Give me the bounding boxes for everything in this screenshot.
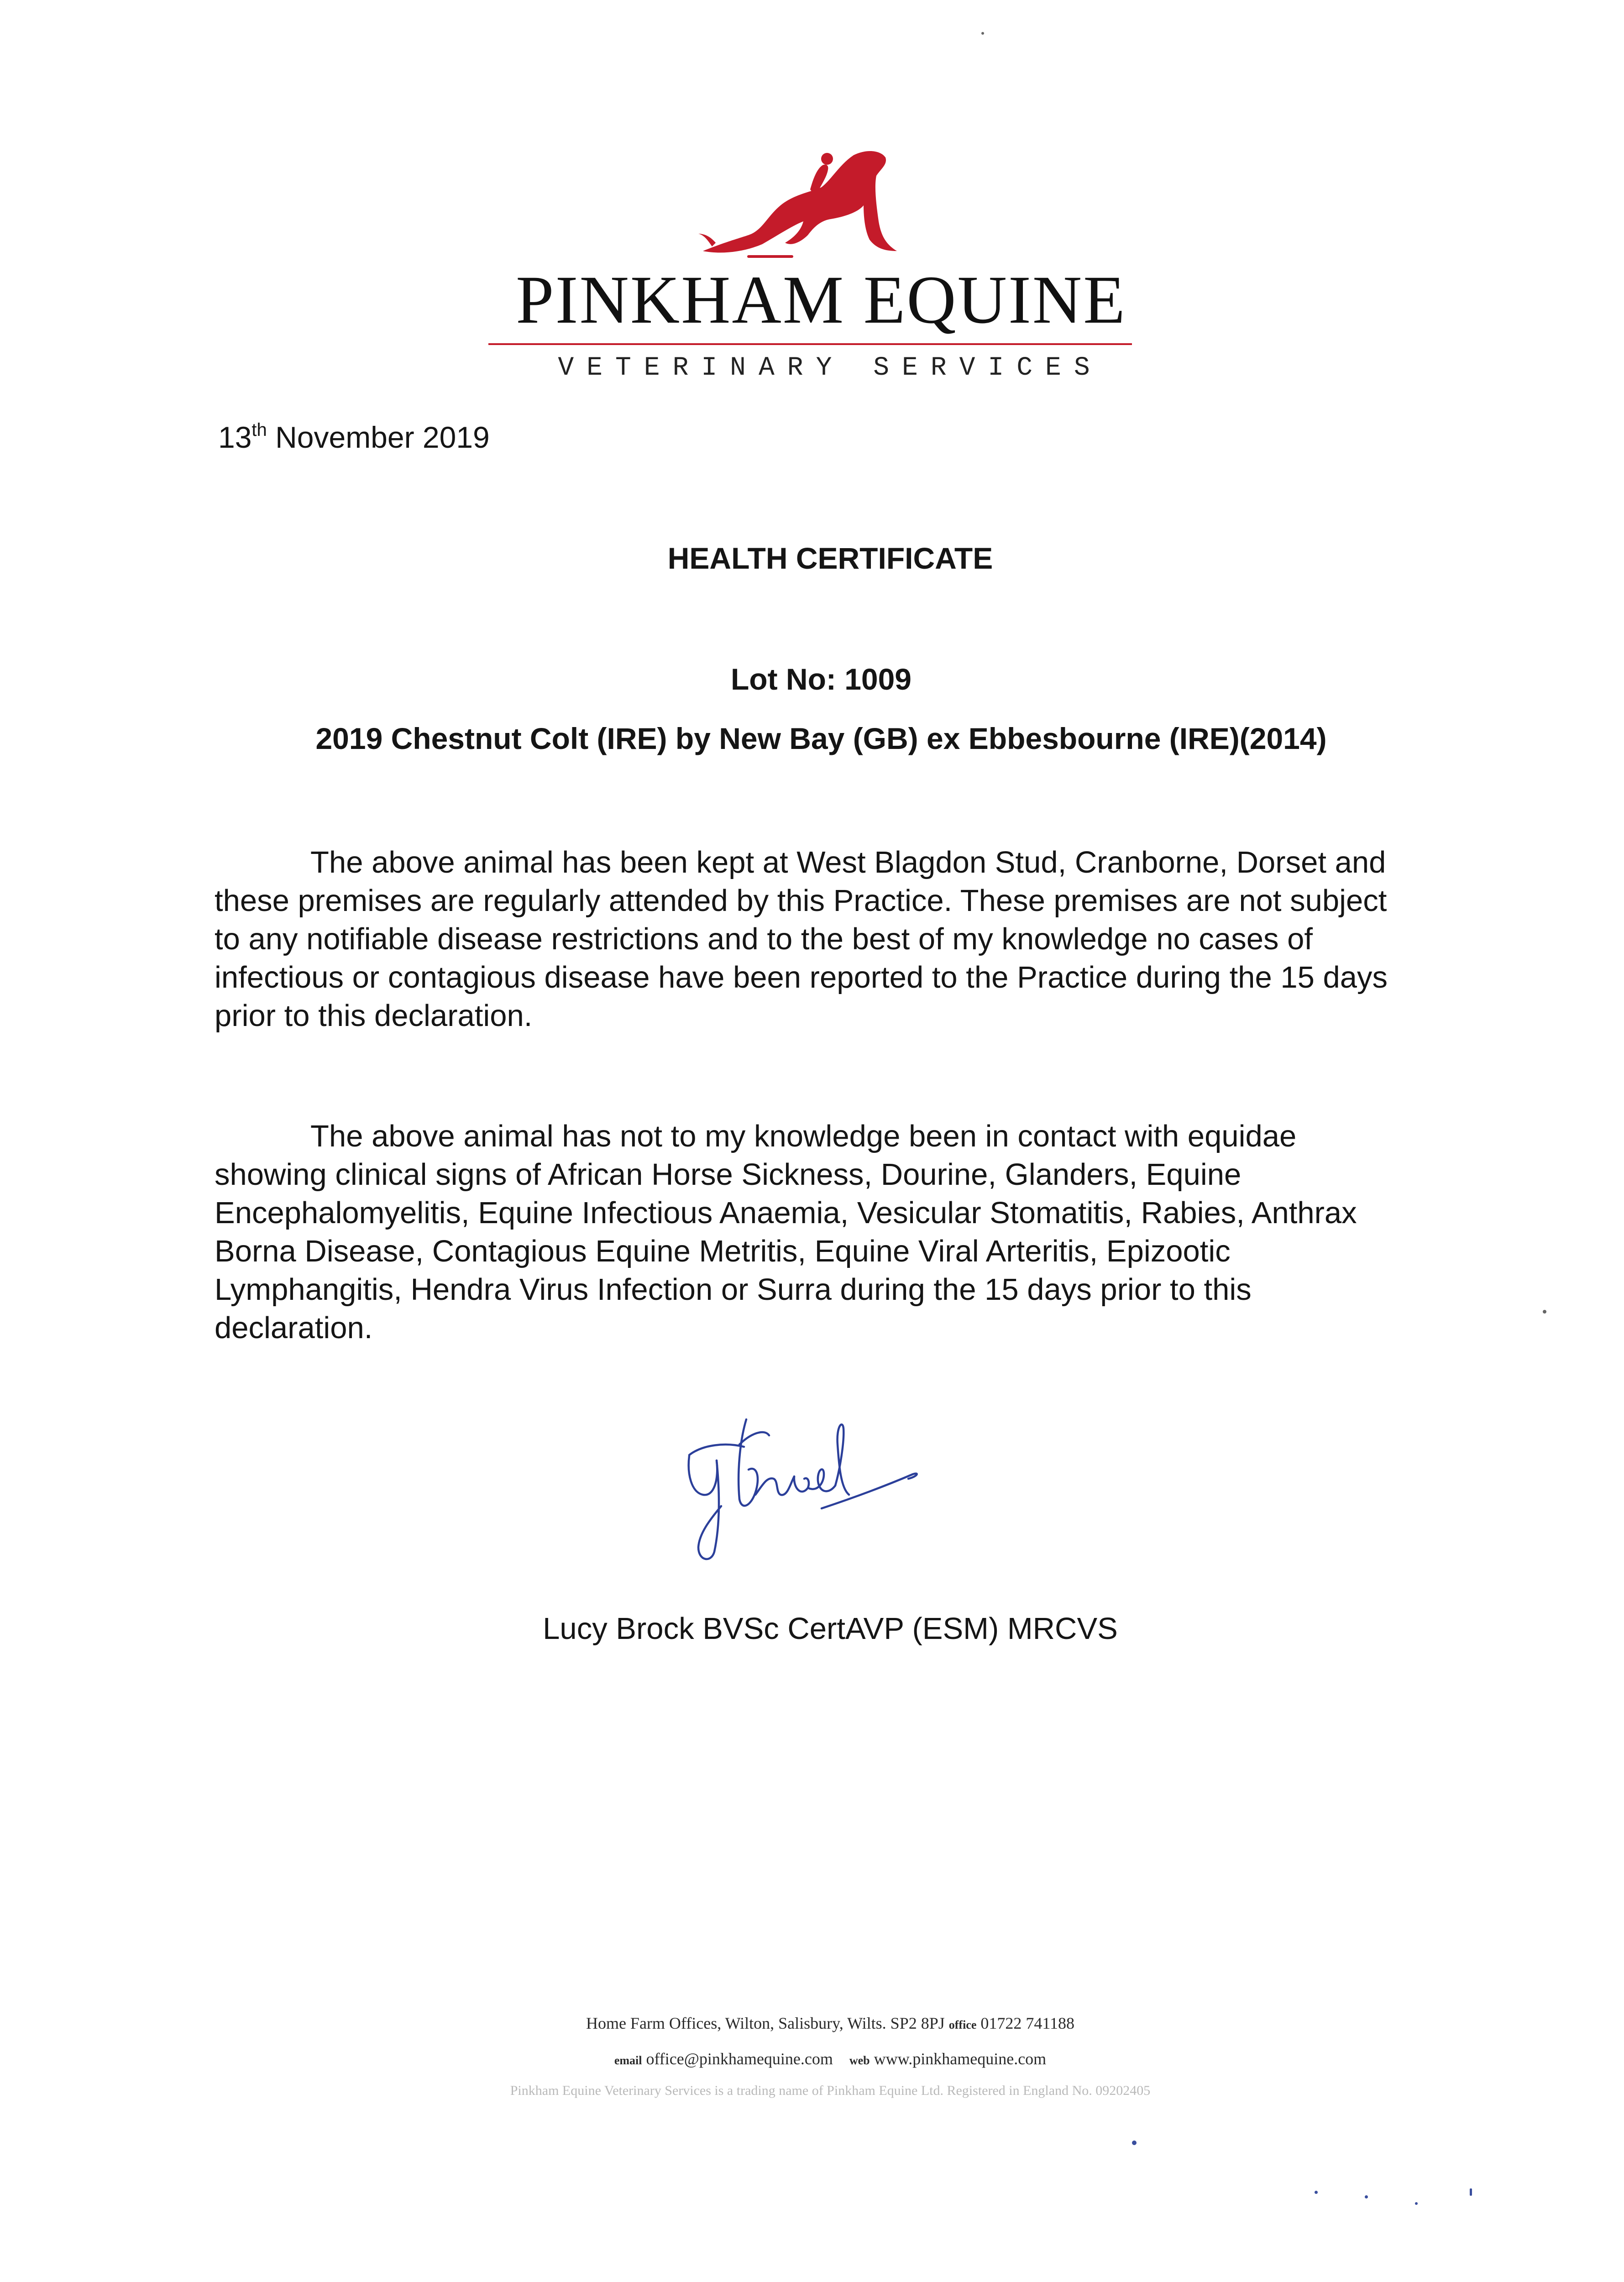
handwritten-signature xyxy=(671,1401,945,1565)
date-suffix: th xyxy=(251,420,267,440)
date-day: 13 xyxy=(218,420,252,454)
footer-address: Home Farm Offices, Wilton, Salisbury, Wilts. SP2 8PJ xyxy=(586,2014,945,2032)
footer-web-link[interactable]: www.pinkhamequine.com xyxy=(874,2050,1047,2068)
footer-contact-line xyxy=(18,2049,1624,2068)
date-rest: November 2019 xyxy=(275,420,490,454)
horse-and-rider-icon xyxy=(694,137,904,260)
company-subtitle: VETERINARY SERVICES xyxy=(558,353,1103,383)
scan-speck xyxy=(981,32,984,35)
footer-address-line xyxy=(18,2014,1624,2033)
company-name: PINKHAM EQUINE xyxy=(516,262,1126,338)
scan-speck xyxy=(1470,2188,1472,2196)
certificate-heading: HEALTH CERTIFICATE xyxy=(667,541,993,575)
footer-email-label: email xyxy=(614,2054,642,2067)
signatory-name: Lucy Brock BVSc CertAVP (ESM) MRCVS xyxy=(543,1612,1118,1646)
brand-underline xyxy=(488,343,1132,345)
declaration-paragraph-contact: The above animal has not to my knowledge been in contact with equidae showing clinical signs of African Horse Sickness, Dourine, Glanders, Equine Encephalomyelitis, Equine Infectious Anaemia, Vesicular Stomatitis, Rabies, Anthrax Borna Disease, Contagious Equine Metritis, Equine Viral Arteritis, Epizootic Lymphangitis, Hendra Virus Infection or Surra during the 15 days prior to this declaration. xyxy=(215,1119,1357,1345)
letter-date xyxy=(218,420,490,455)
footer-legal-text: Pinkham Equine Veterinary Services is a trading name of Pinkham Equine Ltd. Registered in England No. 09202405 xyxy=(510,2083,1151,2098)
scan-speck xyxy=(1365,2195,1368,2198)
footer-office-phone: 01722 741188 xyxy=(980,2014,1075,2032)
declaration-paragraph-premises: The above animal has been kept at West Blagdon Stud, Cranborne, Dorset and these premises are regularly attended by this Practice. These premises are not subject to any notifiable disease restrictions and to the best of my knowledge no cases of infectious or contagious disease have been reported to the Practice during the 15 days prior to this declaration. xyxy=(215,845,1388,1033)
footer-office-label: office xyxy=(948,2018,977,2031)
footer-email-link[interactable]: office@pinkhamequine.com xyxy=(646,2050,833,2068)
scan-speck xyxy=(1415,2202,1418,2205)
lot-number: Lot No: 1009 xyxy=(730,662,912,696)
animal-description: 2019 Chestnut Colt (IRE) by New Bay (GB) ex Ebbesbourne (IRE)(2014) xyxy=(315,722,1327,755)
scan-speck xyxy=(1543,1310,1546,1314)
scan-speck xyxy=(1315,2191,1318,2194)
footer-web-label: web xyxy=(849,2054,870,2067)
scan-speck xyxy=(1132,2141,1137,2145)
